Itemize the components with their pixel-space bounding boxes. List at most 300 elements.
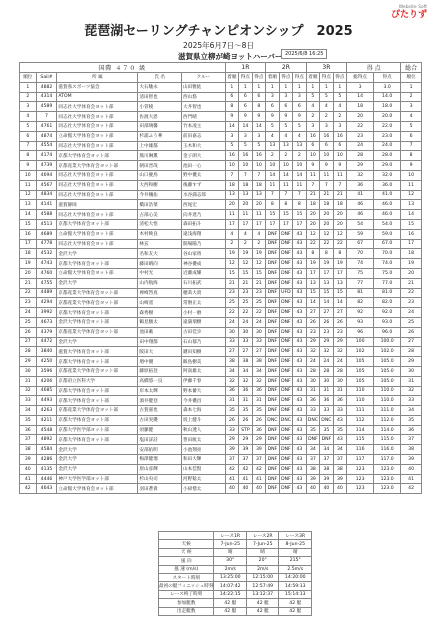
table-cell: 18 xyxy=(401,249,422,259)
table-cell: 20 xyxy=(401,268,422,278)
table-cell: DNF xyxy=(266,268,280,278)
table-cell: 38 xyxy=(320,464,334,474)
table-cell: 2 xyxy=(239,239,253,249)
table-cell: 1 xyxy=(279,82,293,92)
table-cell: 25 xyxy=(225,298,239,308)
table-row xyxy=(20,170,422,180)
table-cell: 12 xyxy=(333,229,347,239)
table-cell: 立命館大学体育会ヨット部 xyxy=(57,229,138,239)
table-cell: 9 xyxy=(252,112,266,122)
conditions-cell: 30° xyxy=(214,557,247,565)
table-cell: 1 xyxy=(333,82,347,92)
table-cell: DNF xyxy=(279,229,293,239)
conditions-cell: 参加艇数 xyxy=(159,599,214,607)
table-cell: 立命館大学体育会ヨット部 xyxy=(57,131,138,141)
table-cell: DNF xyxy=(279,435,293,445)
table-cell: 22 xyxy=(333,239,347,249)
table-cell: 123 xyxy=(347,464,374,474)
table-cell: 21 xyxy=(252,278,266,288)
table-cell: 100 xyxy=(347,337,374,347)
table-cell: 伊藤千春 xyxy=(182,376,226,386)
table-cell: DNF xyxy=(266,474,280,484)
conditions-row xyxy=(159,599,312,607)
table-cell: 7 xyxy=(333,180,347,190)
table-cell: 17 xyxy=(401,239,422,249)
table-cell: 29 xyxy=(239,435,253,445)
table-cell: UFD xyxy=(279,288,293,298)
table-cell: 29 xyxy=(252,435,266,445)
race-2-header: 2R xyxy=(266,63,307,73)
table-row xyxy=(20,376,422,386)
table-cell: 同志社大学体育会ヨット部 xyxy=(57,121,138,131)
table-cell: 36.0 xyxy=(374,180,401,190)
race-conditions-table xyxy=(158,531,312,616)
table-cell: 15 xyxy=(279,210,293,220)
table-cell: 21 xyxy=(20,278,37,288)
table-cell: 同志社大学体育会ヨット部 xyxy=(57,239,138,249)
table-cell: 2 xyxy=(20,92,37,102)
column-header: 順位 xyxy=(401,73,422,83)
table-header-top xyxy=(20,63,422,73)
table-cell: 37 xyxy=(333,455,347,465)
table-cell: 32 xyxy=(239,376,253,386)
table-cell: 22 xyxy=(401,288,422,298)
table-cell: 11 xyxy=(252,210,266,220)
table-cell: 4554 xyxy=(36,141,57,151)
table-cell: 100.0 xyxy=(374,337,401,347)
table-cell: 14 xyxy=(306,298,320,308)
table-cell: 105.0 xyxy=(374,376,401,386)
table-cell: 1 xyxy=(20,82,37,92)
table-cell: 29 xyxy=(333,337,347,347)
table-cell: 秋山透人 xyxy=(182,425,226,435)
table-cell: 朝田晋哉 xyxy=(138,161,182,171)
table-cell: DNF xyxy=(266,445,280,455)
table-cell: 110 xyxy=(347,386,374,396)
table-cell: 40 xyxy=(320,484,334,494)
table-cell: 4 xyxy=(293,131,307,141)
table-cell: 4589 xyxy=(36,102,57,112)
table-cell: 13 xyxy=(279,141,293,151)
table-cell: 鍵田知樹 xyxy=(182,347,226,357)
table-cell: 山崎遥 xyxy=(138,298,182,308)
table-cell: 杉山央司 xyxy=(138,474,182,484)
table-cell: 9 xyxy=(320,161,334,171)
table-cell: 13 xyxy=(252,190,266,200)
table-cell: 原山彦輝 xyxy=(138,464,182,474)
table-cell: 1 xyxy=(266,82,280,92)
table-cell: 43 xyxy=(293,445,307,455)
table-row xyxy=(20,161,422,171)
table-cell: 13 xyxy=(401,200,422,210)
table-cell: 43 xyxy=(293,357,307,367)
table-cell: 4743 xyxy=(36,259,57,269)
table-cell: 4 xyxy=(306,102,320,112)
table-cell: 21 xyxy=(320,190,334,200)
table-cell: 43 xyxy=(293,278,307,288)
table-row xyxy=(20,474,422,484)
conditions-cell: 14:59:13 xyxy=(279,582,312,590)
table-cell: 13 xyxy=(333,278,347,288)
table-cell: 36 xyxy=(333,396,347,406)
conditions-cell: 最初の艇フィニッシュ時刻 xyxy=(159,582,214,590)
table-cell: 3 xyxy=(239,131,253,141)
table-cell: 17 xyxy=(320,268,334,278)
table-cell: 18 xyxy=(320,200,334,210)
table-cell: 水谷満志郎 xyxy=(182,190,226,200)
table-cell: 大西和樹 xyxy=(138,180,182,190)
table-cell: 田部璃馨 xyxy=(138,121,182,131)
table-cell: 59.0 xyxy=(374,229,401,239)
table-cell: 12 xyxy=(252,259,266,269)
table-cell: 17 xyxy=(225,219,239,229)
total-header: 総合 xyxy=(401,63,422,73)
table-cell: 2 xyxy=(266,151,280,161)
table-row xyxy=(20,92,422,102)
table-cell: 5 xyxy=(239,141,253,151)
table-cell: 橋田浩菜 xyxy=(138,200,182,210)
table-cell: 41 xyxy=(239,474,253,484)
table-cell: 4263 xyxy=(36,406,57,416)
table-cell: 上中雄都 xyxy=(138,141,182,151)
table-row xyxy=(20,278,422,288)
table-cell: DNF xyxy=(320,435,334,445)
table-cell: 4588 xyxy=(36,210,57,220)
table-cell: 24 xyxy=(20,308,37,318)
table-cell: 20 xyxy=(225,200,239,210)
table-cell: 31 xyxy=(252,396,266,406)
table-cell: 京都大学体育会ヨット部 xyxy=(57,415,138,425)
table-cell: 京都大学体育会ヨット部 xyxy=(57,308,138,318)
table-cell: 105 xyxy=(347,376,374,386)
table-cell: 26 xyxy=(306,317,320,327)
table-cell: 同志社大学体育会ヨット部 xyxy=(57,190,138,200)
table-cell: 杉浦ふう華 xyxy=(138,131,182,141)
table-cell: 14 xyxy=(347,92,374,102)
table-cell: 43 xyxy=(293,298,307,308)
table-cell: 16 xyxy=(252,151,266,161)
table-cell: 6 xyxy=(306,141,320,151)
table-cell: 13 xyxy=(225,190,239,200)
table-cell: 同志社大学体育会ヨット部 xyxy=(57,102,138,112)
table-cell: 46 xyxy=(347,200,374,210)
conditions-cell: 42 艇 xyxy=(279,607,312,615)
table-cell: 43 xyxy=(293,484,307,494)
table-cell: DNF xyxy=(279,268,293,278)
table-cell: 39 xyxy=(320,474,334,484)
table-cell: 20 xyxy=(20,268,37,278)
table-cell: 25 xyxy=(20,317,37,327)
table-cell: 41.0 xyxy=(374,190,401,200)
conditions-cell: 出走艇数 xyxy=(159,607,214,615)
table-cell: 京都産業大学体育会ヨット部 xyxy=(57,298,138,308)
table-row xyxy=(20,131,422,141)
table-row xyxy=(20,327,422,337)
table-cell: 7 xyxy=(239,170,253,180)
table-cell: DNF xyxy=(266,484,280,494)
table-cell: 39 xyxy=(20,455,37,465)
table-cell: 23.0 xyxy=(374,131,401,141)
table-cell: 26 xyxy=(320,317,334,327)
table-cell: 京都大学体育会ヨット部 xyxy=(57,386,138,396)
table-cell: 19 xyxy=(239,249,253,259)
table-cell: 9 xyxy=(279,112,293,122)
table-cell: 19 xyxy=(252,249,266,259)
table-row xyxy=(20,141,422,151)
conditions-cell: 天 候 xyxy=(159,548,214,556)
table-cell: 2 xyxy=(333,112,347,122)
table-cell: 6 xyxy=(239,92,253,102)
table-cell: 山口慶鳥 xyxy=(138,170,182,180)
table-cell: 34 xyxy=(306,445,320,455)
table-cell: DNF xyxy=(266,327,280,337)
table-cell: 38 xyxy=(225,357,239,367)
conditions-cell: 2.5m/s xyxy=(279,565,312,573)
column-header: 着順 xyxy=(266,73,280,83)
table-cell: 梅澤健瑠 xyxy=(138,455,182,465)
table-cell: 西尾宏 xyxy=(182,200,226,210)
table-cell: DNF xyxy=(266,376,280,386)
conditions-row xyxy=(159,557,312,565)
table-cell: 22 xyxy=(252,308,266,318)
table-cell: DNF xyxy=(266,337,280,347)
table-cell: 神谷優成 xyxy=(182,259,226,269)
table-cell: 6 xyxy=(225,92,239,102)
table-cell: 金沢大学 xyxy=(57,445,138,455)
table-cell: 4446 xyxy=(36,474,57,484)
table-cell: 石山郁乃 xyxy=(182,337,226,347)
table-cell: 123 xyxy=(347,474,374,484)
table-cell: 59 xyxy=(347,229,374,239)
table-cell: 熊川琳薫 xyxy=(138,151,182,161)
table-cell: 38 xyxy=(252,357,266,367)
table-cell: 39 xyxy=(225,445,239,455)
table-cell: 39 xyxy=(401,455,422,465)
conditions-cell: 8-Jun-25 xyxy=(279,540,312,548)
table-cell: 後藤すず xyxy=(182,180,226,190)
table-cell: 増中優 xyxy=(138,357,182,367)
conditions-cell: 42 艇 xyxy=(246,607,279,615)
table-cell: 20 xyxy=(306,219,320,229)
table-cell: 6 xyxy=(320,141,334,151)
table-row xyxy=(20,288,422,298)
conditions-cell: 7-Jun-25 xyxy=(214,540,247,548)
venue-name: 滋賀県立柳が崎ヨットハーバー xyxy=(178,52,283,61)
table-cell: 42 xyxy=(252,464,266,474)
table-cell: 酒井健登 xyxy=(138,396,182,406)
table-cell: 16 xyxy=(225,151,239,161)
table-cell: 33 xyxy=(225,337,239,347)
table-row xyxy=(20,435,422,445)
table-cell: DNC xyxy=(266,415,280,425)
table-cell: 佐渡大恩 xyxy=(138,112,182,122)
table-cell: 2 xyxy=(225,239,239,249)
conditions-row xyxy=(159,532,312,540)
table-cell: 15 xyxy=(266,210,280,220)
table-cell: 41 xyxy=(20,474,37,484)
table-cell: 4 xyxy=(252,229,266,239)
table-cell: 古田佳歩 xyxy=(182,327,226,337)
table-cell: 41 xyxy=(252,474,266,484)
table-cell: DNF xyxy=(279,366,293,376)
table-cell: 4643 xyxy=(36,484,57,494)
table-cell: 43 xyxy=(293,229,307,239)
table-cell: 12 xyxy=(306,229,320,239)
table-cell: 岸本太輝 xyxy=(138,386,182,396)
brand-logo xyxy=(391,6,427,20)
table-cell: 31 xyxy=(306,386,320,396)
table-cell: 41 xyxy=(225,474,239,484)
table-cell: 43 xyxy=(293,288,307,298)
table-cell: 96 xyxy=(347,327,374,337)
table-cell: 18 xyxy=(347,102,374,112)
table-cell: 22 xyxy=(347,121,374,131)
table-row xyxy=(20,268,422,278)
table-cell: 玉木和大 xyxy=(182,141,226,151)
table-cell: 4685 xyxy=(36,386,57,396)
table-row xyxy=(20,308,422,318)
table-cell: 9 xyxy=(266,112,280,122)
table-cell: 14 xyxy=(266,170,280,180)
table-cell: 28 xyxy=(333,366,347,376)
conditions-cell: 42 艇 xyxy=(214,607,247,615)
table-cell: 37 xyxy=(401,435,422,445)
table-row xyxy=(20,366,422,376)
table-cell: 17 xyxy=(333,268,347,278)
table-cell: DNF xyxy=(279,406,293,416)
table-cell: 今井穣佑 xyxy=(138,190,182,200)
table-cell: 9 xyxy=(401,161,422,171)
table-cell: 4778 xyxy=(36,239,57,249)
table-cell: 4489 xyxy=(36,288,57,298)
table-cell: 30 xyxy=(401,366,422,376)
conditions-cell: 風 速 (m/s) xyxy=(159,565,214,573)
table-row xyxy=(20,298,422,308)
table-cell: 25 xyxy=(401,317,422,327)
table-cell: 18 xyxy=(333,200,347,210)
table-cell: 33 xyxy=(225,425,239,435)
table-cell: 70 xyxy=(347,249,374,259)
table-cell: 17 xyxy=(266,219,280,229)
table-cell: 10 xyxy=(266,161,280,171)
table-cell: 27 xyxy=(239,347,253,357)
table-cell: 16 xyxy=(306,131,320,141)
table-cell: 5 xyxy=(225,141,239,151)
column-header: 氏 名 xyxy=(138,73,182,83)
table-cell: 同志社大学体育会ヨット部 xyxy=(57,112,138,122)
table-cell: 9 xyxy=(225,112,239,122)
table-cell: 野中優太 xyxy=(182,170,226,180)
table-cell: 32 xyxy=(306,347,320,357)
table-cell: 54 xyxy=(347,219,374,229)
table-cell: 24 xyxy=(347,141,374,151)
table-cell: 3 xyxy=(401,102,422,112)
column-header: 得点 xyxy=(374,73,401,83)
table-cell: 清田智也 xyxy=(138,92,182,102)
table-cell: 10 xyxy=(20,170,37,180)
table-cell: 9 xyxy=(333,161,347,171)
table-cell: 8 xyxy=(225,102,239,112)
table-cell: 42 xyxy=(225,464,239,474)
table-cell: 21 xyxy=(239,278,253,288)
table-cell: 11 xyxy=(20,180,37,190)
table-cell: 33 xyxy=(239,337,253,347)
table-cell: 35 xyxy=(239,406,253,416)
table-cell: 43 xyxy=(293,406,307,416)
table-cell: 20 xyxy=(333,219,347,229)
table-cell: 23 xyxy=(320,327,334,337)
table-cell: 34 xyxy=(401,406,422,416)
table-cell: 77.0 xyxy=(374,278,401,288)
table-cell: 110.0 xyxy=(374,386,401,396)
table-cell: 31 xyxy=(333,386,347,396)
table-cell: 3 xyxy=(333,121,347,131)
table-cell: 立命館大学体育会ヨット部 xyxy=(57,268,138,278)
table-cell: 82 xyxy=(347,298,374,308)
conditions-cell: 13:12:37 xyxy=(246,590,279,598)
table-cell: 13 xyxy=(239,190,253,200)
table-cell: 105 xyxy=(347,366,374,376)
table-cell: 14 xyxy=(279,170,293,180)
table-cell: 18.0 xyxy=(374,102,401,112)
table-cell: 9 xyxy=(306,161,320,171)
table-cell: 20 xyxy=(252,200,266,210)
table-cell: 40 xyxy=(306,484,320,494)
table-cell: 11 xyxy=(279,180,293,190)
table-cell: 4 xyxy=(225,229,239,239)
table-cell: 1 xyxy=(239,82,253,92)
table-cell: 54.0 xyxy=(374,219,401,229)
table-cell: 112.0 xyxy=(374,415,401,425)
table-cell: 2 xyxy=(320,112,334,122)
table-cell: DNF xyxy=(279,317,293,327)
table-cell: 11 xyxy=(239,210,253,220)
table-cell: 40 xyxy=(252,484,266,494)
table-cell: 35 xyxy=(333,425,347,435)
table-cell: 26 xyxy=(333,317,347,327)
table-cell: 14.0 xyxy=(374,92,401,102)
table-cell: 42 xyxy=(239,464,253,474)
table-cell: 10 xyxy=(401,170,422,180)
conditions-cell: レース3R xyxy=(279,532,312,540)
table-cell: 2 xyxy=(279,151,293,161)
table-cell: 同志社大学体育会ヨット部 xyxy=(57,180,138,190)
table-cell: 28.0 xyxy=(374,151,401,161)
table-cell: DNF xyxy=(266,239,280,249)
conditions-cell: 15:14:13 xyxy=(279,590,312,598)
table-cell: 遠浅海翔 xyxy=(182,229,226,239)
table-cell: 4314 xyxy=(36,92,57,102)
table-cell: 15 xyxy=(320,288,334,298)
table-cell: 3840 xyxy=(36,347,57,357)
table-cell: 43 xyxy=(293,239,307,249)
table-cell: 24 xyxy=(239,317,253,327)
table-cell: 14 xyxy=(320,298,334,308)
table-cell: 滋賀大学体育会ヨット部 xyxy=(57,347,138,357)
table-cell: 阿南雄太 xyxy=(182,366,226,376)
table-cell: 6 xyxy=(266,102,280,112)
conditions-row xyxy=(159,590,312,598)
table-cell: 34 xyxy=(320,445,334,455)
table-cell: 75 xyxy=(347,268,374,278)
table-cell: 京都産業大学体育会ヨット部 xyxy=(57,161,138,171)
table-cell: 23 xyxy=(333,327,347,337)
table-cell: 92 xyxy=(347,308,374,318)
table-cell: 14 xyxy=(401,210,422,220)
table-cell: 20 xyxy=(333,210,347,220)
table-cell: 39 xyxy=(306,474,320,484)
table-cell: 29 xyxy=(347,161,374,171)
